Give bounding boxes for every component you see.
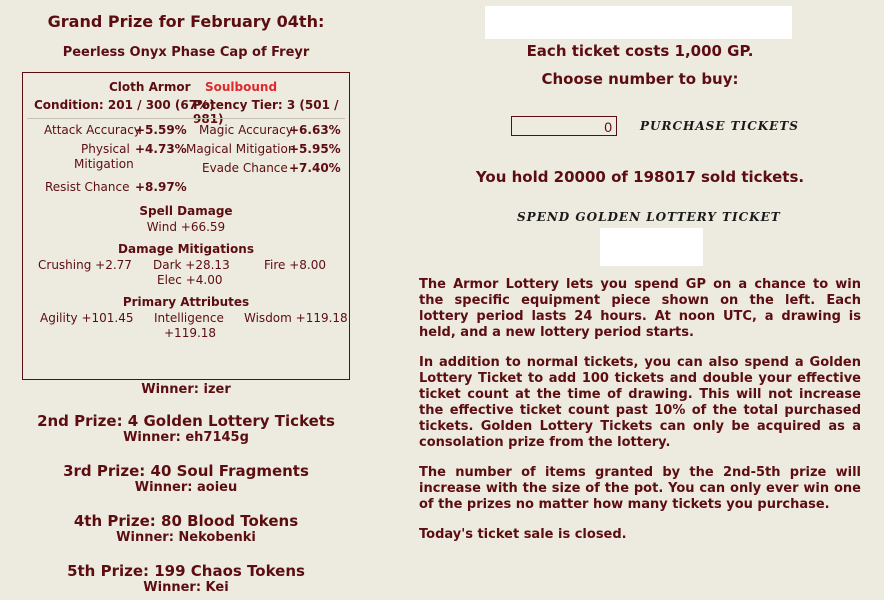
magic-accuracy-label: Magic Accuracy [199, 123, 293, 137]
primary-attributes-heading: Primary Attributes [122, 295, 250, 309]
magic-accuracy-value: +6.63% [289, 123, 341, 137]
physical-mitigation-label: Physical [81, 142, 130, 156]
item-type: Cloth Armor [109, 80, 191, 94]
evade-chance-label: Evade Chance [202, 161, 288, 175]
wisdom-value: Wisdom +119.18 [244, 311, 348, 325]
prize-title: 2nd Prize: 4 Golden Lottery Tickets [37, 412, 335, 430]
intelligence-label: Intelligence [154, 311, 224, 325]
resist-chance-value: +8.97% [135, 180, 187, 194]
spell-damage-value: Wind +66.59 [146, 220, 226, 234]
item-condition: Condition: 201 / 300 (67%) [34, 98, 215, 112]
evade-chance-value: +7.40% [289, 161, 341, 175]
item-stats-box [22, 72, 350, 380]
prize-title: 4th Prize: 80 Blood Tokens [73, 512, 299, 530]
prize-winner: Winner: eh7145g [123, 430, 249, 445]
prize-winner: Winner: Kei [143, 580, 229, 595]
description-paragraph: The Armor Lottery lets you spend GP on a chance to win the specific equipment piece shown on the left. Each lottery period lasts 24 hours. At noon UTC, a drawing is held, and a new lottery period starts. [419, 277, 861, 340]
prize-4 [0, 512, 372, 545]
grand-prize-heading: Grand Prize for February 04th: [47, 12, 325, 31]
intelligence-value: +119.18 [164, 326, 217, 340]
crushing-value: Crushing +2.77 [38, 258, 132, 272]
description-paragraph: The number of items granted by the 2nd-5th prize will increase with the size of the pot. You can only ever win one of the prizes no matter how many tickets you purchase. [419, 465, 861, 512]
purchase-tickets-button[interactable]: PURCHASE TICKETS [640, 119, 799, 133]
prize-winner: Winner: Nekobenki [116, 530, 256, 545]
attack-accuracy-label: Attack Accuracy [44, 123, 141, 137]
prize-5 [0, 562, 372, 595]
damage-mitigations-heading: Damage Mitigations [118, 242, 254, 256]
ticket-holdings: You hold 20000 of 198017 sold tickets. [475, 168, 805, 186]
sale-status: Today's ticket sale is closed. [419, 527, 627, 542]
dark-value: Dark +28.13 [153, 258, 230, 272]
description-paragraph: In addition to normal tickets, you can also spend a Golden Lottery Ticket to add 100 tickets and double your effective ticket count at the time of drawing. This will not increase the effective ticket count past 10% of the total purchased tickets. Golden Lottery Tickets can only be acquired as a consolation prize from the lottery. [419, 355, 861, 450]
attack-accuracy-value: +5.59% [135, 123, 187, 137]
ticket-cost: Each ticket costs 1,000 GP. [526, 42, 754, 60]
choose-number-label: Choose number to buy: [541, 70, 739, 88]
item-potency: Potency Tier: 3 (501 / 981) [193, 98, 339, 126]
resist-chance-label: Resist Chance [45, 180, 130, 194]
spell-damage-heading: Spell Damage [139, 204, 233, 218]
prize-title: 5th Prize: 199 Chaos Tokens [67, 562, 305, 580]
magical-mitigation-value: +5.95% [289, 142, 341, 156]
elec-value: Elec +4.00 [157, 273, 223, 287]
fire-value: Fire +8.00 [264, 258, 327, 272]
prize-title: 3rd Prize: 40 Soul Fragments [63, 462, 309, 480]
item-binding: Soulbound [205, 80, 278, 94]
prize-3 [0, 462, 372, 495]
agility-value: Agility +101.45 [40, 311, 134, 325]
grand-prize-winner: Winner: izer [141, 382, 231, 397]
spend-golden-ticket-button[interactable]: SPEND GOLDEN LOTTERY TICKET [517, 210, 781, 224]
ticket-quantity-input[interactable]: 0 [511, 116, 617, 136]
item-image-placeholder [485, 6, 792, 39]
prize-winner: Winner: aoieu [134, 480, 238, 495]
physical-mitigation-value: +4.73% [135, 142, 187, 156]
item-name: Peerless Onyx Phase Cap of Freyr [62, 45, 310, 60]
golden-ticket-image-placeholder [600, 228, 703, 266]
magical-mitigation-label: Magical Mitigation [186, 142, 296, 156]
prize-2 [0, 412, 372, 445]
divider [27, 118, 345, 119]
physical-mitigation-label-2: Mitigation [74, 157, 134, 171]
